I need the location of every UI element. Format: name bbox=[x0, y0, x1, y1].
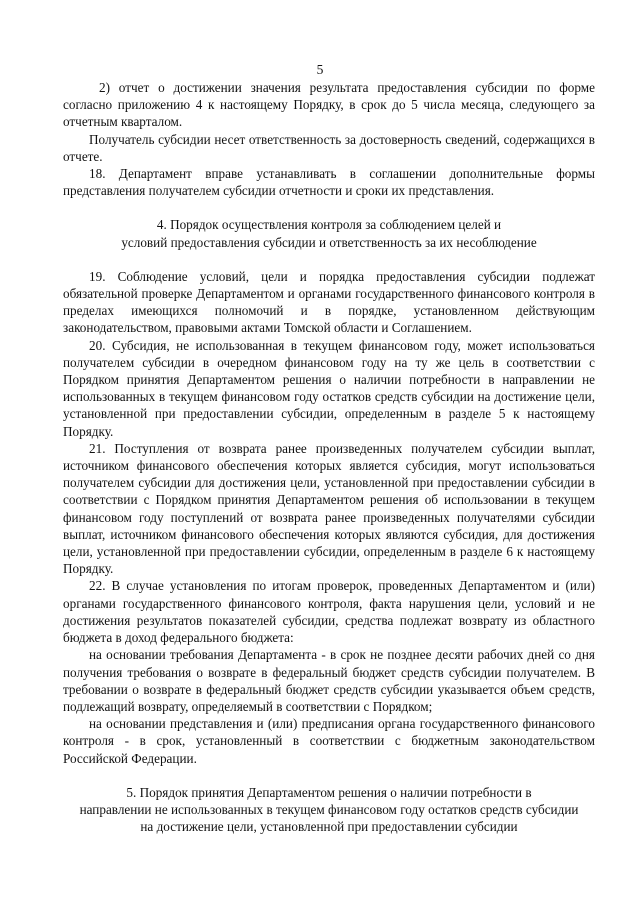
document-body bbox=[63, 79, 595, 835]
paragraph: 19. Соблюдение условий, цели и порядка предоставления субсидии подлежат обязательной проверке Департаментом и органами государственного финансового контроля в пределах имеющихся полномочий и в порядке, установленном действующим законодательством, правовыми актами Томской области и Соглашением. bbox=[63, 268, 595, 336]
paragraph: 21. Поступления от возврата ранее произведенных получателем субсидии выплат, источником финансового обеспечения которых является субсидия, могут использоваться получателем субсидии для достижения цели, установленной при предоставлении субсидии в соответствии с Порядком принятия Департаментом решения об использовании в текущем финансовом году поступлений от возврата ранее произведенных получателями субсидии выплат, источником финансового обеспечения которых являются субсидия, для достижения цели, установленной при предоставлении субсидии, определенным в разделе 6 к настоящему Порядку. bbox=[63, 440, 595, 577]
paragraph: 20. Субсидия, не использованная в текущем финансовом году, может использоваться получателем субсидии в очередном финансовом году на ту же цель в соответствии с Порядком принятия Департаментом решения о наличии потребности в направлении не использованных в текущем финансовом году остатков средств субсидии на достижение цели, установленной при предоставлении субсидии, определенным в разделе 5 к настоящему Порядку. bbox=[63, 337, 595, 439]
section-5-heading bbox=[63, 784, 595, 836]
paragraph: 18. Департамент вправе устанавливать в соглашении дополнительные формы представления получателем субсидии отчетности и сроки их представления. bbox=[63, 166, 595, 199]
heading-line: на достижение цели, установленной при предоставлении субсидии bbox=[140, 819, 518, 835]
paragraph: 2) отчет о достижении значения результата предоставления субсидии по форме согласно приложению 4 к настоящему Порядку, в срок до 5 числа месяца, следующего за отчетным кварталом. bbox=[63, 80, 595, 130]
heading-line: 5. Порядок принятия Департаментом решения о наличии потребности в bbox=[126, 784, 532, 800]
heading-line: направлении не использованных в текущем финансовом году остатков средств субсидии bbox=[79, 801, 579, 817]
paragraph: на основании требования Департамента - в срок не позднее десяти рабочих дней со дня получения требования о возврате в федеральный бюджет средств субсидии получателем. В требовании о возврате в федеральный бюджет средств субсидии указывается объем средств, подлежащий возврату, определяемый в соответствии с Порядком; bbox=[63, 647, 595, 714]
heading-line: 4. Порядок осуществления контроля за соблюдением целей и bbox=[156, 217, 502, 233]
page-number: 5 bbox=[316, 62, 324, 77]
paragraph: на основании представления и (или) предписания органа государственного финансового контроля - в срок, установленный в соответствии с бюджетным законодательством Российской Федерации. bbox=[63, 716, 595, 766]
paragraph: Получатель субсидии несет ответственность за достоверность сведений, содержащихся в отчете. bbox=[63, 131, 595, 164]
section-4-heading bbox=[63, 216, 595, 250]
paragraph: 22. В случае установления по итогам проверок, проведенных Департаментом и (или) органами государственного финансового контроля, факта нарушения цели, условий и не достижения результатов показателей субсидии, средства подлежат возврату из областного бюджета в доход федерального бюджета: bbox=[63, 578, 595, 646]
heading-line: условий предоставления субсидии и ответственность за их несоблюдение bbox=[121, 234, 537, 250]
